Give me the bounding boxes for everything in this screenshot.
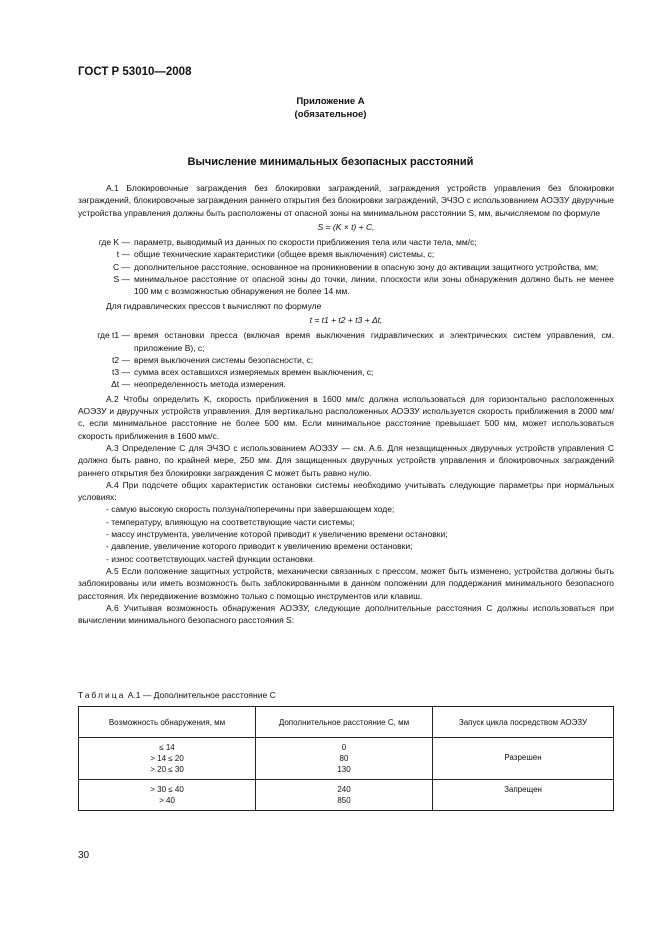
definitions-list-1	[78, 236, 614, 297]
conditions-list	[78, 503, 614, 564]
start-cell	[433, 738, 614, 780]
cell-value: > 40	[159, 796, 175, 805]
definition-key: t2 —	[112, 354, 130, 365]
definition-key: t3 —	[112, 367, 130, 378]
definition-key: где t1 —	[97, 330, 130, 341]
definition-text: неопределенность метода измерения.	[134, 379, 286, 390]
definition-text: время остановки пресса (включая время выключения гидравлических и электрических систем управления, см. приложение В), с;	[134, 330, 614, 353]
definition-key: t —	[116, 249, 130, 260]
start-cell	[433, 780, 614, 811]
detection-cell	[79, 780, 256, 811]
cell-value: > 14 ≤ 20	[150, 754, 184, 763]
list-item: - температуру, влияющую на соответствующие части системы;	[106, 516, 355, 527]
definition-key: C —	[113, 261, 130, 272]
paragraph-a6: А.6 Учитывая возможность обнаружения АОЭЗУ, следующие дополнительные расстояния C должны использоваться при вычислении минимального безопасного расстояния S:	[78, 602, 614, 626]
definition-text: параметр, выводимый из данных по скорости приближения тела или части тела, мм/с;	[134, 237, 477, 248]
paragraph-a5: А.5 Если положение защитных устройств, механически связанных с прессом, может быть изменено, устройства должны быть заблокированы или иметь возможность быть заблокированными в данном положении для поддержания минимального безопасного расстояния. Их передвижение возможно только с помощью инструментов или клавиш.	[78, 565, 614, 601]
paragraph-a4: А.4 При подсчете общих характеристик остановки системы необходимо учитывать следующие параметры при нормальных условиях:	[78, 479, 614, 503]
paragraph-a3: А.3 Определение C для ЭЧЗО с использованием АОЭЗУ — см. А.6. Для незащищенных двуручных устройств управления C должно быть равно, по крайней мере, 250 мм. Для защищенных двуручных устройств управления и блокировочных заграждений раннего открытия без блокировки заграждения C может быть равно нулю.	[78, 442, 614, 478]
definition-text: время выключения системы безопасности, с;	[134, 354, 314, 365]
distance-cell	[256, 780, 433, 811]
column-header: Дополнительное расстояние C, мм	[256, 707, 433, 738]
list-item: - износ соответствующих частей функции остановки.	[106, 553, 316, 564]
document-body	[78, 182, 614, 626]
section-title: Вычисление минимальных безопасных расстояний	[187, 156, 474, 168]
cell-value: 80	[339, 754, 349, 763]
formula-t: t = t1 + t2 + t3 + Δt,	[309, 314, 383, 325]
list-item: - массу инструмента, увеличение которой приводит к увеличению времени остановки;	[106, 529, 448, 540]
cell-value: 850	[337, 796, 351, 805]
paragraph-a2: А.2 Чтобы определить K, скорость приближения в 1600 мм/с должна использоваться для горизонтально расположенных АОЭЗУ и двуручных устройств управления. Для вертикально расположенных АОЭЗУ используется скорость приближения в 2000 мм/с, если минимальное расстояние не более 500 мм. Если минимальное расстояние превышает 500 мм, может использоваться скорость приближения в 1600 мм/с.	[78, 393, 614, 441]
definition-text: сумма всех оставшихся измеряемых времен выключения, с;	[134, 367, 374, 378]
cell-value: 240	[337, 785, 351, 794]
table-caption-text: А.1 — Дополнительное расстояние C	[127, 690, 276, 700]
formula-s: S = (K × t) + C,	[317, 221, 375, 232]
definition-key: где K —	[98, 237, 130, 248]
definition-text: минимальное расстояние от опасной зоны до точки, линии, плоскости или зоны обнаружения должно быть не менее 100 мм с возможностью обнаружения не более 14 мм.	[134, 274, 614, 297]
list-item: - давление, увеличение которого приводит к увеличению времени остановки;	[106, 541, 413, 552]
definitions-list-2	[78, 329, 614, 390]
cell-value: 0	[341, 743, 347, 752]
table-caption	[78, 690, 276, 700]
cell-value: ≤ 14	[159, 743, 175, 752]
page-number: 30	[78, 850, 90, 861]
definition-text: общие технические характеристики (общее время выключения) системы, с;	[134, 249, 435, 260]
paragraph-a1: А.1 Блокировочные заграждения без блокировки заграждений, заграждения устройств управления без блокировки заграждений, блокировочные заграждения раннего открытия без блокировки заграждений, ЭЧЗО с использованием АОЭЗУ двуручные устройства управления должны быть расположены от опасной зоны на минимальном расстоянии S, мм, вычисляемом по формуле	[78, 183, 614, 218]
table-caption-prefix: Таблица	[78, 690, 126, 700]
standard-header: ГОСТ Р 53010—2008	[78, 66, 192, 78]
annex-status: (обязательное)	[294, 109, 367, 120]
cell-value: > 20 ≤ 30	[150, 765, 184, 774]
definition-key: S —	[113, 274, 130, 285]
table-row	[79, 738, 614, 780]
cell-value: 130	[337, 765, 351, 774]
definition-text: дополнительное расстояние, основанное на проникновении в опасную зону до активации защитного устройства, мм;	[134, 261, 599, 272]
list-item: - самую высокую скорость ползуна/поперечины при завершающем ходе;	[106, 504, 395, 515]
detection-cell	[79, 738, 256, 780]
definition-key: Δt —	[111, 379, 130, 390]
annex-heading	[0, 95, 661, 121]
cell-value: Разрешен	[504, 753, 542, 762]
paragraph-hydraulic: Для гидравлических прессов t вычисляют по формуле	[106, 300, 322, 311]
distance-cell	[256, 738, 433, 780]
column-header: Запуск цикла посредством АОЭЗУ	[433, 707, 614, 738]
table-row	[79, 780, 614, 811]
annex-label: Приложение А	[296, 96, 365, 107]
cell-value: > 30 ≤ 40	[150, 785, 184, 794]
additional-distance-table	[78, 706, 614, 811]
column-header: Возможность обнаружения, мм	[79, 707, 256, 738]
cell-value: Запрещен	[504, 785, 542, 794]
table-header-row	[79, 707, 614, 738]
